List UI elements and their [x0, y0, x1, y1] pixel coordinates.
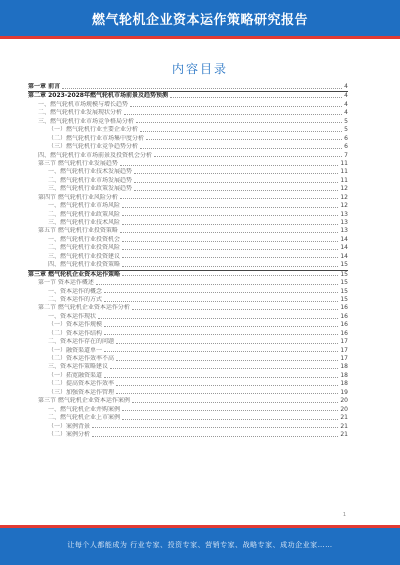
- toc-entry-page: 21: [340, 414, 348, 422]
- toc-entry-page: 14: [340, 244, 348, 252]
- toc-leader-dots: [104, 351, 338, 352]
- toc-entry-page: 12: [340, 193, 348, 201]
- toc-entry-label: 一、燃气轮机行业技术发展趋势: [48, 168, 133, 176]
- toc-entry[interactable]: [28, 414, 348, 422]
- toc-leader-dots: [110, 368, 338, 369]
- toc-entry[interactable]: [28, 288, 348, 296]
- toc-entry[interactable]: [28, 372, 348, 380]
- toc-entry-page: 11: [340, 168, 348, 176]
- toc-entry[interactable]: [28, 330, 348, 338]
- toc-entry-label: （一）拓宽融资渠道: [48, 371, 103, 379]
- toc-leader-dots: [136, 122, 342, 123]
- toc-entry-label: 二、燃气轮机行业投资风险: [48, 244, 121, 252]
- toc-entry-label: 二、资本运作存在的问题: [48, 338, 115, 346]
- toc-entry-page: 13: [340, 210, 348, 218]
- toc-entry[interactable]: [28, 143, 348, 151]
- toc-entry-page: 4: [344, 83, 348, 90]
- toc-entry-label: 三、燃气轮机行业投资建议: [48, 252, 121, 260]
- toc-leader-dots: [130, 106, 342, 107]
- toc-entry-page: 4: [344, 109, 348, 117]
- toc-entry[interactable]: [28, 236, 348, 244]
- toc-entry[interactable]: [28, 296, 348, 304]
- toc-entry-label: 二、燃气轮机企业上市案例: [48, 414, 121, 422]
- toc-entry-label: 第三节 燃气轮机企业资本运作案例: [38, 397, 130, 405]
- toc-leader-dots: [120, 198, 338, 199]
- toc-leader-dots: [104, 377, 338, 378]
- toc-leader-dots: [92, 436, 338, 437]
- toc-leader-dots: [62, 88, 342, 89]
- toc-entry-page: 16: [340, 312, 348, 320]
- toc-entry-label: 第五节 燃气轮机行业投资策略: [38, 227, 118, 235]
- toc-entry[interactable]: [28, 185, 348, 193]
- toc-leader-dots: [134, 190, 338, 191]
- toc-entry-label: 二、燃气轮机行业发展现状分析: [38, 109, 123, 117]
- toc-leader-dots: [96, 284, 338, 285]
- toc-entry-label: 四、燃气轮机行业投资策略: [48, 261, 121, 269]
- toc-entry-label: 一、燃气轮机企业并购案例: [48, 405, 121, 413]
- toc-entry[interactable]: [28, 406, 348, 414]
- toc-entry[interactable]: [28, 380, 348, 388]
- toc-entry-label: （一）资本运作规模: [48, 321, 103, 329]
- toc-entry[interactable]: [28, 211, 348, 219]
- toc-entry[interactable]: [28, 270, 348, 279]
- toc-entry[interactable]: [28, 389, 348, 397]
- toc-entry-page: 11: [340, 176, 348, 184]
- toc-entry-page: 12: [340, 185, 348, 193]
- toc-entry-label: 一、资本运作的概念: [48, 287, 103, 295]
- toc-entry-page: 21: [340, 430, 348, 438]
- toc-leader-dots: [116, 343, 338, 344]
- toc-leader-dots: [154, 156, 342, 157]
- toc-entry-page: 15: [340, 270, 348, 278]
- toc-entry-label: （二）资本运作结构: [48, 329, 103, 337]
- toc-leader-dots: [104, 326, 338, 327]
- toc-entry[interactable]: [28, 160, 348, 168]
- toc-leader-dots: [92, 427, 338, 428]
- toc-leader-dots: [132, 402, 338, 403]
- toc-entry[interactable]: [28, 118, 348, 126]
- toc-leader-dots: [170, 97, 342, 98]
- toc-entry[interactable]: [28, 194, 348, 202]
- toc-entry[interactable]: [28, 304, 348, 312]
- toc-leader-dots: [104, 334, 338, 335]
- toc-leader-dots: [122, 224, 338, 225]
- toc-entry[interactable]: [28, 101, 348, 109]
- toc-entry[interactable]: [28, 135, 348, 143]
- toc-entry-page: 4: [344, 92, 348, 100]
- toc-entry-label: 第四节 燃气轮机行业风险分析: [38, 193, 118, 201]
- toc-entry[interactable]: [28, 244, 348, 252]
- toc-entry-label: （一）燃气轮机行业主要企业分析: [48, 126, 139, 134]
- toc-entry-page: 5: [344, 126, 348, 134]
- toc-leader-dots: [122, 215, 338, 216]
- toc-leader-dots: [98, 318, 338, 319]
- toc-entry[interactable]: [28, 338, 348, 346]
- toc-leader-dots: [122, 266, 338, 267]
- toc-leader-dots: [116, 385, 338, 386]
- toc-entry-page: 5: [344, 117, 348, 125]
- toc-entry-label: 第三章 燃气轮机企业资本运作策略: [28, 270, 121, 278]
- toc-entry[interactable]: [28, 321, 348, 329]
- toc-entry-page: 20: [340, 405, 348, 413]
- toc-entry-label: （二）案例分析: [48, 430, 91, 438]
- toc-entry-label: 第二节 燃气轮机企业资本运作分析: [38, 304, 130, 312]
- toc-entry-page: 6: [344, 134, 348, 142]
- toc-entry-page: 19: [340, 388, 348, 396]
- toc-leader-dots: [122, 257, 338, 258]
- toc-entry-page: 18: [340, 380, 348, 388]
- toc-entry-page: 12: [340, 202, 348, 210]
- toc-leader-dots: [116, 360, 338, 361]
- toc-entry[interactable]: [28, 423, 348, 431]
- toc-leader-dots: [140, 148, 342, 149]
- toc-entry-page: 14: [340, 252, 348, 260]
- toc-entry-page: 7: [344, 151, 348, 159]
- toc-entry[interactable]: [28, 347, 348, 355]
- toc-entry[interactable]: [28, 219, 348, 227]
- toc-entry-label: 三、燃气轮机行业市场竞争格局分析: [38, 117, 135, 125]
- toc-leader-dots: [132, 309, 338, 310]
- toc-entry-page: 17: [340, 355, 348, 362]
- toc-leader-dots: [104, 292, 338, 293]
- toc-entry[interactable]: [28, 279, 348, 287]
- toc-leader-dots: [122, 249, 338, 250]
- toc-entry-page: 14: [340, 235, 348, 243]
- toc-entry-page: 4: [344, 100, 348, 108]
- toc-entry[interactable]: [28, 83, 348, 91]
- toc-entry-label: 二、燃气轮机行业政策风险: [48, 210, 121, 218]
- toc-entry-page: 16: [340, 304, 348, 312]
- toc-entry-page: 11: [340, 159, 348, 167]
- toc-entry-label: （三）加强资本运作管理: [48, 388, 115, 396]
- toc-entry[interactable]: [28, 202, 348, 210]
- toc-entry-label: 三、燃气轮机行业政策发展趋势: [48, 185, 133, 193]
- toc-entry-label: 一、燃气轮机行业市场风险: [48, 202, 121, 210]
- toc-entry-page: 17: [340, 338, 348, 346]
- toc-leader-dots: [146, 139, 342, 140]
- toc-entry-label: 四、燃气轮机行业市场前景及投资机会分析: [38, 151, 153, 159]
- toc-entry[interactable]: [28, 313, 348, 321]
- toc-entry-page: 18: [340, 363, 348, 371]
- toc-leader-dots: [120, 165, 338, 166]
- toc-entry-label: 一、资本运作现状: [48, 312, 97, 320]
- toc-leader-dots: [140, 131, 342, 132]
- toc-entry[interactable]: [28, 168, 348, 176]
- toc-entry-label: （二）提高资本运作效率: [48, 380, 115, 388]
- toc-entry[interactable]: [28, 152, 348, 160]
- toc-entry-label: 第二章 2023-2028年燃气轮机市场前景及趋势预测: [28, 92, 168, 100]
- toc-entry-page: 15: [340, 261, 348, 269]
- toc-entry[interactable]: [28, 177, 348, 185]
- toc-entry-page: 15: [340, 287, 348, 295]
- toc-entry-label: 二、资本运作的方式: [48, 295, 103, 303]
- toc-entry-page: 16: [340, 321, 348, 329]
- toc-entry-page: 18: [340, 371, 348, 379]
- toc-entry-label: （二）资本运作效率不高: [48, 355, 115, 362]
- toc-entry-label: （二）燃气轮机行业市场集中度分析: [48, 134, 145, 142]
- toc-entry-page: 13: [340, 227, 348, 235]
- toc-leader-dots: [116, 393, 338, 394]
- toc-title: 内容目录: [171, 62, 228, 76]
- toc-leader-dots: [134, 182, 338, 183]
- toc-entry-label: 三、燃气轮机行业技术风险: [48, 219, 121, 226]
- toc-entry-page: 21: [340, 422, 348, 430]
- toc-entry-page: 15: [340, 295, 348, 303]
- toc-entry[interactable]: [28, 261, 348, 269]
- toc-leader-dots: [122, 275, 338, 276]
- toc-leader-dots: [134, 173, 338, 174]
- footer-slogan: 让每个人都能成为 行业专家、投资专家、营销专家、战略专家、成功企业家……: [67, 541, 333, 549]
- toc-entry[interactable]: [28, 397, 348, 405]
- toc-entry-label: （一）融资渠道单一: [48, 346, 103, 354]
- toc-entry-label: 一、燃气轮机行业投资机会: [48, 235, 121, 243]
- toc-entry-page: 6: [344, 143, 348, 151]
- toc-entry-label: 三、资本运作策略建议: [48, 363, 109, 371]
- toc-leader-dots: [122, 241, 338, 242]
- toc-entry-label: 第一章 前言: [28, 83, 61, 90]
- toc-entry-label: （一）案例背景: [48, 422, 91, 430]
- toc-entry[interactable]: [28, 227, 348, 235]
- toc-entry-label: 第三节 燃气轮机行业发展趋势: [38, 159, 118, 167]
- toc-entry-label: 二、燃气轮机行业市场发展趋势: [48, 176, 133, 184]
- toc-entry[interactable]: [28, 355, 348, 363]
- toc-entry-label: （三）燃气轮机行业竞争趋势分析: [48, 143, 139, 151]
- toc-entry[interactable]: [28, 253, 348, 261]
- toc-leader-dots: [104, 301, 338, 302]
- toc-entry[interactable]: [28, 431, 348, 439]
- toc-entry[interactable]: [28, 91, 348, 100]
- toc-entry-page: 15: [340, 279, 348, 287]
- table-of-contents: [28, 83, 348, 439]
- toc-entry-page: 13: [340, 219, 348, 226]
- toc-leader-dots: [122, 207, 338, 208]
- toc-leader-dots: [124, 114, 342, 115]
- toc-leader-dots: [120, 232, 338, 233]
- toc-entry-label: 一、燃气轮机市场规模与增长趋势: [38, 100, 129, 108]
- toc-entry-page: 16: [340, 329, 348, 337]
- toc-leader-dots: [122, 410, 338, 411]
- page-number: 1: [342, 512, 346, 518]
- toc-entry-page: 17: [340, 346, 348, 354]
- header-accent-line: [0, 36, 400, 39]
- toc-entry-page: 20: [340, 397, 348, 405]
- toc-entry[interactable]: [28, 126, 348, 134]
- report-title: 燃气轮机企业资本运作策略研究报告: [91, 13, 308, 28]
- toc-entry-label: 第一节 资本运作概述: [38, 279, 94, 287]
- toc-entry[interactable]: [28, 363, 348, 371]
- toc-leader-dots: [122, 419, 338, 420]
- toc-entry[interactable]: [28, 109, 348, 117]
